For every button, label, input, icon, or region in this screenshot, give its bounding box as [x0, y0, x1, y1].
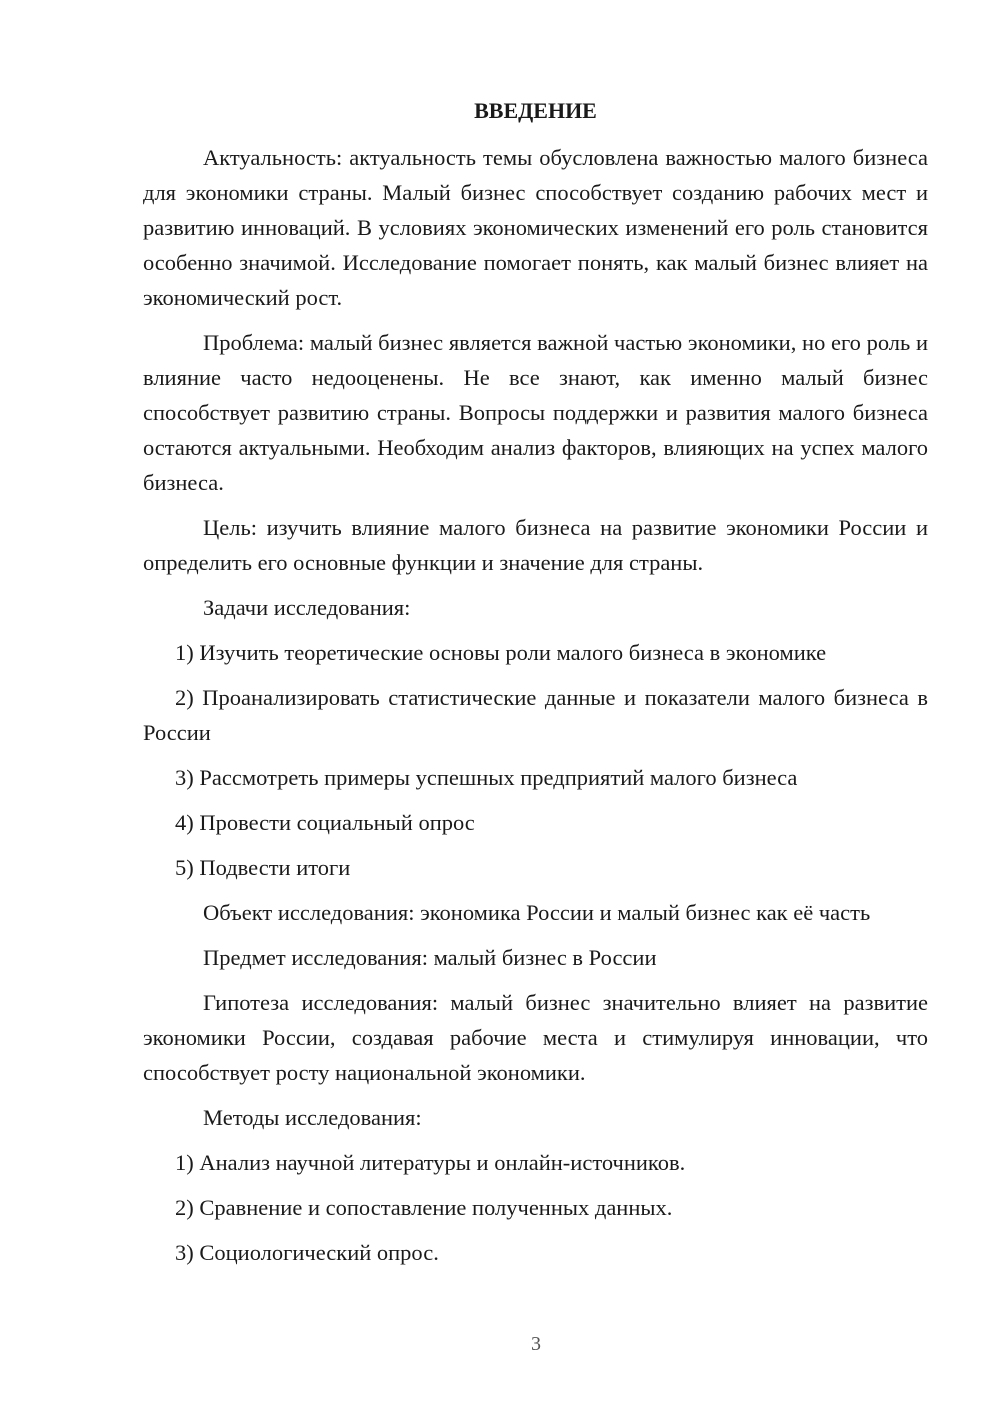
method-item: 2) Сравнение и сопоставление полученных данных. [175, 1195, 673, 1220]
task-item: 5) Подвести итоги [175, 855, 351, 880]
goal-paragraph: Цель: изучить влияние малого бизнеса на развитие экономики России и определить его основные функции и значение для страны. [143, 515, 928, 575]
task-item: 3) Рассмотреть примеры успешных предприятий малого бизнеса [175, 765, 798, 790]
hypothesis-paragraph: Гипотеза исследования: малый бизнес значительно влияет на развитие экономики России, создавая рабочие места и стимулируя инновации, что способствует росту национальной экономики. [143, 990, 928, 1085]
page-number: 3 [531, 1333, 541, 1355]
relevance-paragraph: Актуальность: актуальность темы обусловлена важностью малого бизнеса для экономики страны. Малый бизнес способствует созданию рабочих мест и развитию инноваций. В условиях экономических изменений его роль становится особенно значимой. Исследование помогает понять, как малый бизнес влияет на экономический рост. [143, 145, 928, 310]
problem-paragraph: Проблема: малый бизнес является важной частью экономики, но его роль и влияние часто недооценены. Не все знают, как именно малый бизнес способствует развитию страны. Вопросы поддержки и развития малого бизнеса остаются актуальными. Необходим анализ факторов, влияющих на успех малого бизнеса. [143, 330, 928, 495]
method-item: 1) Анализ научной литературы и онлайн-источников. [175, 1150, 686, 1175]
task-item: 4) Провести социальный опрос [175, 810, 475, 835]
object-paragraph: Объект исследования: экономика России и малый бизнес как её часть [203, 900, 871, 925]
method-item: 3) Социологический опрос. [175, 1240, 439, 1265]
methods-heading: Методы исследования: [203, 1105, 422, 1130]
document-page [143, 92, 928, 1280]
task-item: 2) Проанализировать статистические данные и показатели малого бизнеса в России [143, 685, 928, 745]
subject-paragraph: Предмет исследования: малый бизнес в России [203, 945, 657, 970]
page-title: ВВЕДЕНИЕ [474, 98, 597, 123]
task-item: 1) Изучить теоретические основы роли малого бизнеса в экономике [175, 640, 827, 665]
tasks-heading: Задачи исследования: [203, 595, 411, 620]
